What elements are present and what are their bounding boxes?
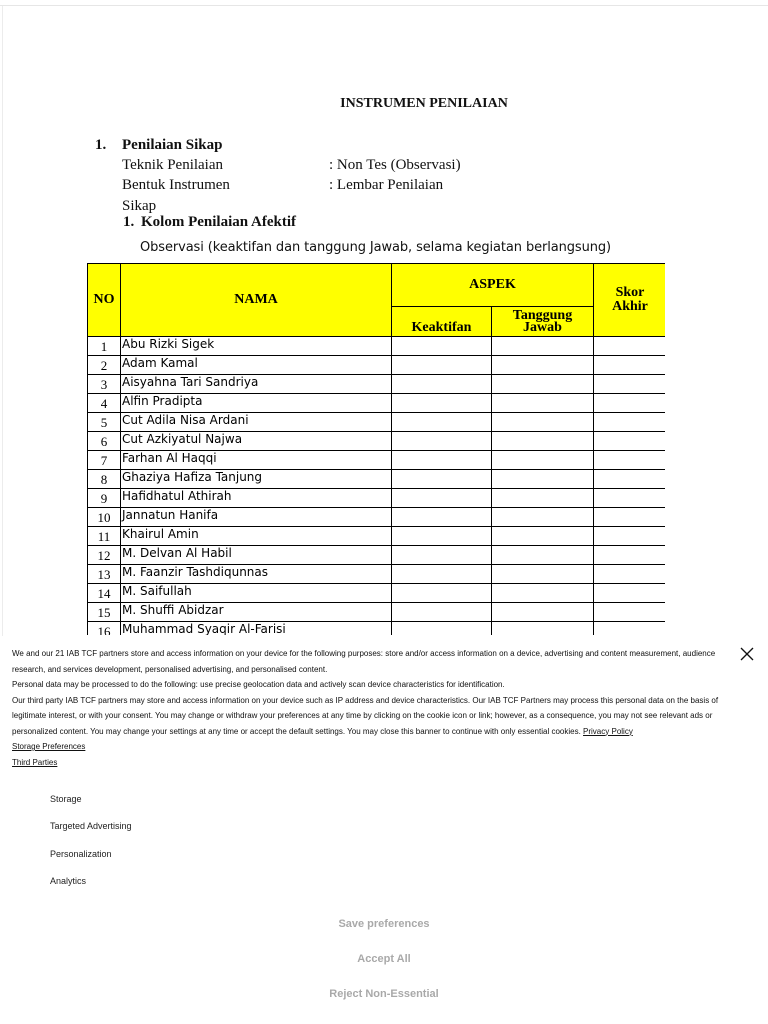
field-label-bentuk: Bentuk Instrumen: [122, 177, 230, 193]
category-storage[interactable]: Storage: [50, 794, 82, 804]
table-row: [88, 451, 666, 470]
row-number: 7: [88, 451, 121, 470]
cell-tanggung-jawab: [492, 622, 594, 636]
student-name: Khairul Amin: [121, 527, 392, 546]
table-row: [88, 527, 666, 546]
cell-tanggung-jawab: [492, 546, 594, 565]
table-row: [88, 432, 666, 451]
cell-keaktifan: [392, 394, 492, 413]
header-tanggung-line1: Tanggung: [512, 307, 573, 323]
subsection-number: 1.: [123, 214, 135, 230]
cell-tanggung-jawab: [492, 432, 594, 451]
header-tanggung-jawab: [492, 307, 594, 337]
category-targeted-advertising[interactable]: Targeted Advertising: [50, 821, 132, 831]
cell-skor-akhir: [594, 622, 666, 636]
close-x-icon: [738, 645, 756, 663]
cell-skor-akhir: [594, 565, 666, 584]
cell-skor-akhir: [594, 432, 666, 451]
table-row: [88, 413, 666, 432]
student-name: Alfin Pradipta: [121, 394, 392, 413]
cell-keaktifan: [392, 489, 492, 508]
cell-keaktifan: [392, 622, 492, 636]
header-aspek: ASPEK: [392, 264, 594, 307]
header-skor-akhir: [594, 264, 666, 337]
cell-skor-akhir: [594, 603, 666, 622]
table-row: [88, 489, 666, 508]
cell-skor-akhir: [594, 337, 666, 356]
section-title: Penilaian Sikap: [122, 137, 223, 153]
cell-skor-akhir: [594, 394, 666, 413]
cell-skor-akhir: [594, 489, 666, 508]
row-number: 6: [88, 432, 121, 451]
student-name: M. Faanzir Tashdiqunnas: [121, 565, 392, 584]
cookie-paragraph-partners: [12, 693, 724, 740]
cell-tanggung-jawab: [492, 451, 594, 470]
student-name: Cut Adila Nisa Ardani: [121, 413, 392, 432]
table-row: [88, 565, 666, 584]
cookie-paragraph-purposes: We and our 21 IAB TCF partners store and access information on your device for the following purposes: store and/or access information on a device, advertising and content measurement, audience research, and services development, personalised advertising, and personalised content.: [12, 649, 716, 674]
close-banner-button[interactable]: [738, 645, 756, 663]
subsection-title: Kolom Penilaian Afektif: [141, 214, 296, 230]
cell-tanggung-jawab: [492, 527, 594, 546]
cell-keaktifan: [392, 337, 492, 356]
assessment-table: [87, 263, 665, 635]
cell-tanggung-jawab: [492, 603, 594, 622]
cell-skor-akhir: [594, 375, 666, 394]
cell-tanggung-jawab: [492, 413, 594, 432]
cell-tanggung-jawab: [492, 508, 594, 527]
student-name: M. Shuffi Abidzar: [121, 603, 392, 622]
table-row: [88, 337, 666, 356]
cell-tanggung-jawab: [492, 337, 594, 356]
cell-tanggung-jawab: [492, 584, 594, 603]
privacy-policy-link[interactable]: Privacy Policy: [583, 726, 633, 736]
cell-keaktifan: [392, 508, 492, 527]
row-number: 12: [88, 546, 121, 565]
student-name: Jannatun Hanifa: [121, 508, 392, 527]
header-keaktifan: Keaktifan: [392, 307, 492, 337]
section-number: 1.: [95, 137, 107, 153]
student-name: Ghaziya Hafiza Tanjung: [121, 470, 392, 489]
table-row: [88, 470, 666, 489]
row-number: 13: [88, 565, 121, 584]
header-no: NO: [88, 264, 121, 337]
cookie-banner: [0, 636, 768, 1024]
cell-keaktifan: [392, 451, 492, 470]
cell-skor-akhir: [594, 508, 666, 527]
cell-tanggung-jawab: [492, 375, 594, 394]
cell-keaktifan: [392, 375, 492, 394]
table-row: [88, 394, 666, 413]
field-value-teknik: : Non Tes (Observasi): [329, 157, 461, 173]
student-name: Farhan Al Haqqi: [121, 451, 392, 470]
cell-tanggung-jawab: [492, 356, 594, 375]
field-label-teknik: Teknik Penilaian: [122, 157, 224, 173]
cell-skor-akhir: [594, 527, 666, 546]
header-nama: NAMA: [121, 264, 392, 337]
row-number: 2: [88, 356, 121, 375]
header-tanggung-line2: Jawab: [523, 319, 562, 335]
cell-tanggung-jawab: [492, 470, 594, 489]
cell-keaktifan: [392, 603, 492, 622]
accept-all-button[interactable]: Accept All: [357, 953, 411, 965]
row-number: 14: [88, 584, 121, 603]
cell-keaktifan: [392, 356, 492, 375]
cell-keaktifan: [392, 565, 492, 584]
cell-skor-akhir: [594, 584, 666, 603]
cell-skor-akhir: [594, 356, 666, 375]
category-analytics[interactable]: Analytics: [50, 876, 87, 886]
third-parties-link[interactable]: Third Parties: [12, 757, 58, 767]
cell-skor-akhir: [594, 470, 666, 489]
header-skor-line2: Akhir: [612, 299, 648, 314]
cookie-paragraph-processing: Personal data may be processed to do the following: use precise geolocation data and actively scan device characteristics for identification.: [12, 680, 505, 689]
table-row: [88, 622, 666, 636]
cell-keaktifan: [392, 546, 492, 565]
row-number: 15: [88, 603, 121, 622]
table-row: [88, 356, 666, 375]
row-number: 10: [88, 508, 121, 527]
cell-skor-akhir: [594, 451, 666, 470]
row-number: 3: [88, 375, 121, 394]
cookie-text: [12, 646, 724, 770]
cell-keaktifan: [392, 584, 492, 603]
cell-tanggung-jawab: [492, 565, 594, 584]
row-number: 1: [88, 337, 121, 356]
assessment-table-wrapper: [87, 263, 665, 635]
cell-tanggung-jawab: [492, 394, 594, 413]
table-row: [88, 508, 666, 527]
table-row: [88, 603, 666, 622]
table-row: [88, 546, 666, 565]
observation-note: Observasi (keaktifan dan tanggung Jawab, selama kegiatan berlangsung): [140, 240, 611, 255]
student-name: Aisyahna Tari Sandriya: [121, 375, 392, 394]
cell-keaktifan: [392, 413, 492, 432]
save-preferences-button[interactable]: Save preferences: [338, 918, 430, 930]
cell-tanggung-jawab: [492, 489, 594, 508]
field-label-continuation: Sikap: [122, 198, 157, 214]
reject-non-essential-button[interactable]: Reject Non-Essential: [329, 988, 439, 1000]
cookie-partners-text: Our third party IAB TCF partners may store and access information on your device such as IP address and device characteristics. Our IAB TCF Partners may process this personal data on the basis of legitimate interest, or with your consent. You may change or withdraw your preferences at any time by clicking on the cookie icon or link; however, as a consequence, you may not see relevant ads or personalized content. You may change your settings at any time or accept the default settings. You may close this banner to continue with only essential cookies.: [12, 695, 719, 736]
row-number: 11: [88, 527, 121, 546]
student-name: M. Delvan Al Habil: [121, 546, 392, 565]
storage-preferences-link[interactable]: Storage Preferences: [12, 742, 86, 751]
cell-keaktifan: [392, 432, 492, 451]
row-number: 9: [88, 489, 121, 508]
student-name: Hafidhatul Athirah: [121, 489, 392, 508]
row-number: 16: [88, 622, 121, 636]
row-number: 5: [88, 413, 121, 432]
student-name: M. Saifullah: [121, 584, 392, 603]
page-top-border: [0, 5, 768, 6]
cell-keaktifan: [392, 527, 492, 546]
document-title: INSTRUMEN PENILAIAN: [340, 96, 508, 111]
field-value-bentuk: : Lembar Penilaian: [329, 177, 444, 193]
student-name: Abu Rizki Sigek: [121, 337, 392, 356]
student-name: Adam Kamal: [121, 356, 392, 375]
student-name: Cut Azkiyatul Najwa: [121, 432, 392, 451]
cell-skor-akhir: [594, 546, 666, 565]
table-row: [88, 584, 666, 603]
category-personalization[interactable]: Personalization: [50, 849, 112, 859]
student-name: Muhammad Syaqir Al-Farisi: [121, 622, 392, 636]
table-row: [88, 375, 666, 394]
cell-keaktifan: [392, 470, 492, 489]
row-number: 4: [88, 394, 121, 413]
row-number: 8: [88, 470, 121, 489]
header-skor-line1: Skor: [615, 285, 645, 300]
cell-skor-akhir: [594, 413, 666, 432]
student-rows: [88, 337, 666, 636]
